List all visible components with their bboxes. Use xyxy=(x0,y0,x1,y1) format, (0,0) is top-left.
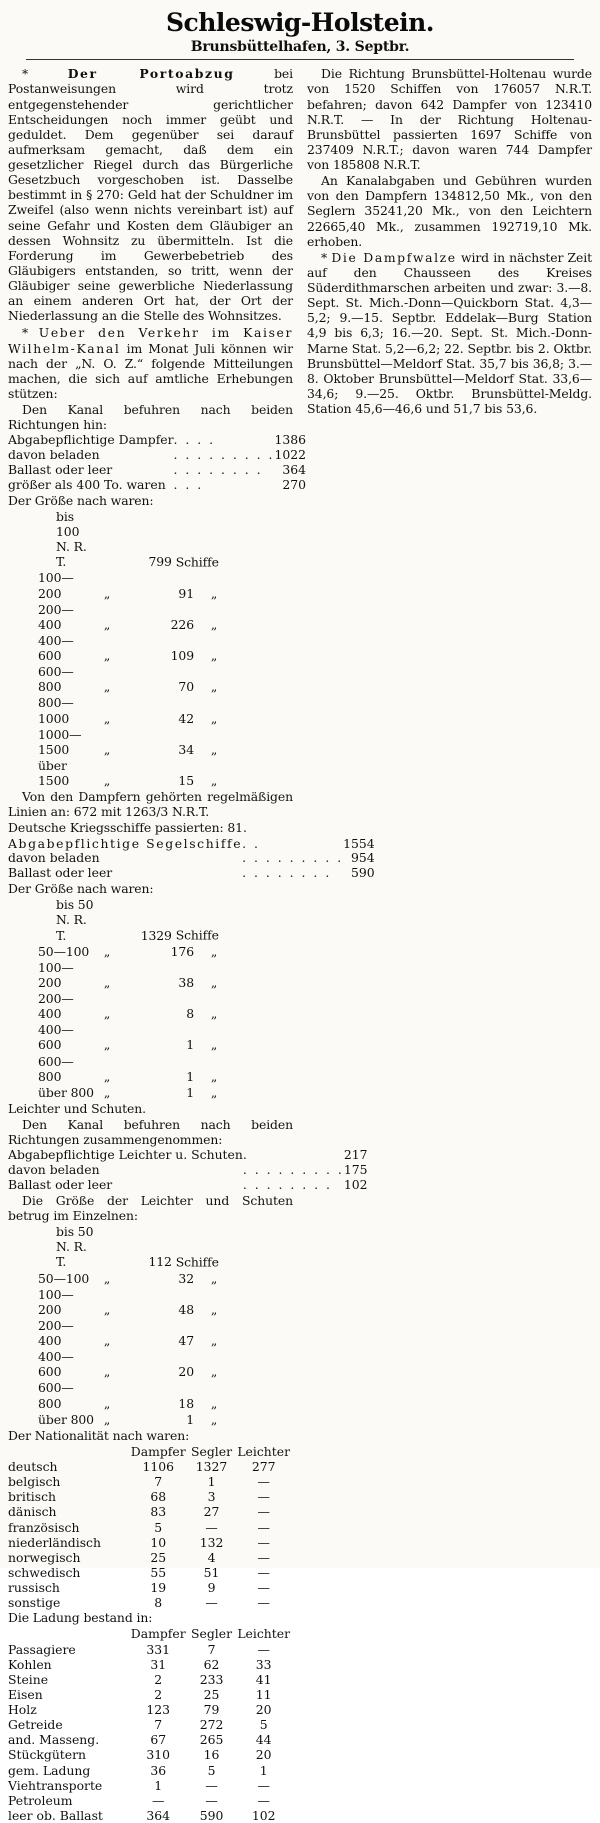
range-label: 100—200 xyxy=(38,959,74,990)
row-label: Ballast oder leer xyxy=(8,462,113,477)
leader-dots: . . . . . . . . xyxy=(242,866,332,881)
cell-value: — xyxy=(257,1564,270,1580)
table-row xyxy=(8,1702,293,1717)
cell-value: 123 xyxy=(146,1702,171,1717)
table-row xyxy=(8,1808,293,1823)
table-row xyxy=(8,1717,293,1732)
groesse-heading-1: Der Größe nach waren: xyxy=(8,492,154,508)
cell-value: 67 xyxy=(150,1732,167,1748)
cell-label: and. Masseng. xyxy=(8,1732,100,1748)
ditto-mark: „ xyxy=(210,710,218,726)
cell-label: Passagiere xyxy=(8,1641,76,1657)
column-header: Segler xyxy=(191,1443,233,1459)
range-value: 48 xyxy=(178,1301,194,1317)
list-item xyxy=(8,633,293,663)
ditto-mark: „ xyxy=(210,1333,218,1348)
column-header: Leichter xyxy=(237,1626,291,1642)
cell-value: — xyxy=(257,1504,270,1520)
range-label: 400—600 xyxy=(38,1349,74,1380)
cell-value: 8 xyxy=(154,1595,163,1611)
list-item xyxy=(8,570,293,600)
ditto-mark: „ xyxy=(103,741,111,757)
paragraph-kanalabgaben: An Kanalabgaben und Gebühren wurden von den Dampfern 134812,50 Mk., von den Seglern 35241,20 Mk., von den Leichtern 22665,40 Mk., zusammen 192719,10 Mk. erhoben. xyxy=(307,173,592,249)
intro-line: Den Kanal befuhren nach beiden Richtungen hin: xyxy=(8,402,293,433)
cell-label: russisch xyxy=(8,1580,60,1595)
table-row xyxy=(8,1580,293,1595)
cell-label: dänisch xyxy=(8,1504,57,1520)
dateline: Brunsbüttelhafen, 3. Septbr. xyxy=(190,39,410,56)
cell-value: 51 xyxy=(203,1564,220,1580)
range-label: 800—1000 xyxy=(38,695,74,726)
table-row xyxy=(8,1793,293,1808)
groesse-first-1 xyxy=(8,509,293,570)
cell-value: 132 xyxy=(199,1534,224,1550)
range-value: 1 xyxy=(186,1037,194,1053)
ditto-mark: „ xyxy=(210,1411,218,1427)
table-row xyxy=(8,1732,293,1747)
cell-value: — xyxy=(257,1792,270,1808)
cell-value: — xyxy=(205,1595,218,1611)
ditto-mark: „ xyxy=(210,585,218,601)
ditto-mark: „ xyxy=(210,616,218,632)
cell-value: 83 xyxy=(150,1504,167,1520)
range-label: bis 50 N. R. T. xyxy=(56,897,94,943)
ditto-mark: „ xyxy=(103,616,111,632)
range-value: 1 xyxy=(186,1068,194,1084)
note-regular-lines: Von den Dampfern gehörten regelmäßigen Linien an: 672 mit 1263/3 N.R.T. xyxy=(8,789,293,820)
cell-value: 7 xyxy=(154,1474,163,1490)
ditto-mark: „ xyxy=(210,1364,218,1380)
article-marker: * xyxy=(22,66,29,82)
table-row xyxy=(8,448,306,463)
range-unit: Schiffe xyxy=(175,927,219,943)
ditto-mark: „ xyxy=(210,1006,218,1022)
cell-label: norwegisch xyxy=(8,1549,81,1565)
range-value: 91 xyxy=(178,585,194,601)
cell-value: 79 xyxy=(203,1702,220,1717)
list-item xyxy=(8,944,293,959)
cell-label: Holz xyxy=(8,1702,37,1717)
cell-value: 5 xyxy=(259,1717,268,1733)
cell-value: 25 xyxy=(203,1686,220,1702)
cell-value: — xyxy=(257,1641,270,1657)
row-label: davon beladen xyxy=(8,447,100,463)
range-label: 400—600 xyxy=(38,1022,74,1053)
column-container xyxy=(0,66,600,1823)
list-item xyxy=(8,1349,293,1379)
article2-heading: Ueber den Verkehr im Kaiser Wilhelm-Kanal xyxy=(8,325,293,356)
range-value: 1 xyxy=(186,1411,194,1427)
cell-value: 68 xyxy=(150,1489,167,1505)
groesse-first-2 xyxy=(8,897,293,942)
article2-body: im Monat Juli können wir nach der „N. O. Z.“ folgende Mitteilungen machen, die sich auf amtliche Erhebungen stützen: xyxy=(8,340,293,401)
cell-value: 7 xyxy=(207,1641,216,1657)
cell-value: 4 xyxy=(207,1549,216,1565)
ladung-table xyxy=(8,1626,293,1823)
range-label: über 800 xyxy=(38,1411,94,1427)
ditto-mark: „ xyxy=(103,773,111,788)
cell-label: Kohlen xyxy=(8,1656,52,1672)
groesse-rows-1 xyxy=(8,570,293,788)
list-item xyxy=(8,1022,293,1052)
article-portoabzug xyxy=(8,66,293,323)
nationality-table xyxy=(8,1444,293,1610)
ditto-mark: „ xyxy=(103,1364,111,1380)
cell-value: 272 xyxy=(199,1717,224,1733)
row-label: Ballast oder leer xyxy=(8,1177,113,1192)
table-row xyxy=(8,1535,293,1550)
range-value: 32 xyxy=(178,1270,194,1286)
cell-label: französisch xyxy=(8,1519,80,1535)
list-item xyxy=(8,1085,293,1100)
cell-value: 1327 xyxy=(195,1459,228,1474)
cell-value: 20 xyxy=(255,1702,272,1717)
range-value: 1 xyxy=(186,1084,194,1100)
article3-body: wird in nächster Zeit auf den Chausseen des Kreises Süderdithmarschen arbeiten und zwar: 3.—8. Sept. St. Mich.-Donn—Quickborn Stat. 4,3—5,2; 9.—15. Septbr. Eddelak—Burg Station 4,9 bis 6,3; 16.—20. Sept. St. Mich.-Donn-Marne Stat. 5,2—6,2; 22. Septbr. bis 2. Oktbr. Brunsbüttel—Meldorf Stat. 35,7 bis 36,8; 3.—8. Oktober Brunsbüttel—Meldorf Stat. 33,6—34,6; 9.—25. Oktbr. Brunsbüttel-Meldg. Station 45,6—46,6 und 51,7 bis 53,6. xyxy=(307,249,592,416)
cell-label: sonstige xyxy=(8,1595,61,1611)
cell-value: 590 xyxy=(199,1807,224,1823)
list-item xyxy=(8,727,293,757)
cell-label: belgisch xyxy=(8,1474,61,1490)
cell-value: 33 xyxy=(255,1656,272,1672)
table-row xyxy=(8,463,306,478)
leader-dots: . . xyxy=(242,836,260,851)
cell-value: 7 xyxy=(154,1717,163,1733)
ditto-mark: „ xyxy=(103,585,111,601)
cell-label: Viehtransporte xyxy=(8,1777,103,1793)
ditto-mark: „ xyxy=(103,1084,111,1100)
ditto-mark: „ xyxy=(103,1411,111,1427)
ditto-mark: „ xyxy=(210,1037,218,1053)
cell-value: 41 xyxy=(255,1671,272,1687)
cell-value: 31 xyxy=(150,1656,167,1672)
header-divider xyxy=(26,59,574,60)
ditto-mark: „ xyxy=(103,1006,111,1022)
cell-value: — xyxy=(257,1549,270,1565)
column-header: Segler xyxy=(191,1626,233,1642)
table-row xyxy=(8,1550,293,1565)
range-label: 600—800 xyxy=(38,1053,74,1084)
row-value: 217 xyxy=(343,1147,368,1163)
list-item xyxy=(8,602,293,632)
leichter-intro: Den Kanal befuhren nach beiden Richtungen zusammengenommen: xyxy=(8,1117,293,1148)
article-lead-phrase: Der Portoabzug xyxy=(67,66,235,82)
article3-marker: * xyxy=(321,249,328,265)
range-value: 1329 xyxy=(140,927,172,943)
groesse-rows-2 xyxy=(8,944,293,1100)
table-row xyxy=(8,1504,293,1519)
ditto-mark: „ xyxy=(210,741,218,757)
cell-value: — xyxy=(257,1580,270,1595)
groesse-heading-3: Die Größe der Leichter und Schuten betrug im Einzelnen: xyxy=(8,1192,293,1223)
range-value: 226 xyxy=(170,616,194,632)
row-value: 1022 xyxy=(274,447,307,463)
cell-value: 331 xyxy=(146,1641,171,1657)
article-body: bei Postanweisungen wird trotz entgegenstehender gerichtlicher Entscheidungen noch immer geübt und geduldet. Dem gegenüber sei darauf aufmerksam gemacht, daß dem ein gesetzlicher Riegel durch das Bürgerliche Gesetzbuch vorgeschoben ist. Dasselbe bestimmt in § 270: Geld hat der Schuldner im Zweifel (also wenn nichts vereinbart ist) auf seine Gefahr und Kosten dem Gläubiger an dessen Wohnsitz zu übermitteln. Ist die Forderung im Gewerbebetrieb des Gläubigers entstanden, so tritt, wenn der Gläubiger seine gewerbliche Niederlassung an einem anderen Ort hat, der Ort der Niederlassung an die Stelle des Wohnsitzes. xyxy=(8,66,294,324)
cell-label: deutsch xyxy=(8,1459,58,1474)
leader-dots: . . . . . . . . . xyxy=(173,448,275,463)
column-header: Dampfer xyxy=(130,1443,186,1459)
list-item xyxy=(8,991,293,1021)
row-value: 590 xyxy=(351,865,375,881)
cell-value: 364 xyxy=(146,1807,171,1823)
right-column xyxy=(307,66,592,1823)
article-kanalverkehr xyxy=(8,325,293,401)
list-item xyxy=(8,758,293,788)
range-value: 799 xyxy=(148,554,172,570)
range-value: 70 xyxy=(178,679,194,695)
table-row xyxy=(8,1474,293,1489)
cell-value: 5 xyxy=(154,1519,163,1535)
cell-label: Stückgütern xyxy=(8,1747,87,1763)
groesse-heading-2: Der Größe nach waren: xyxy=(8,881,154,897)
row-value: 175 xyxy=(343,1162,368,1178)
cell-value: — xyxy=(257,1534,270,1550)
range-label: 50—100 xyxy=(38,1270,90,1286)
dampfer-table xyxy=(8,433,306,493)
row-label: Abgabepflichtige Dampfer xyxy=(8,432,174,448)
cell-value: 102 xyxy=(251,1807,276,1823)
list-item xyxy=(8,1271,293,1286)
masthead xyxy=(0,0,600,55)
list-item xyxy=(8,1380,293,1410)
list-item xyxy=(8,664,293,694)
cell-value: — xyxy=(205,1792,218,1808)
table-row xyxy=(8,1657,293,1672)
range-value: 47 xyxy=(178,1333,194,1348)
cell-label: niederländisch xyxy=(8,1534,101,1550)
row-value: 954 xyxy=(351,850,375,866)
cell-label: Petroleum xyxy=(8,1792,73,1808)
article2-marker: * xyxy=(22,325,29,341)
ditto-mark: „ xyxy=(210,943,218,959)
row-value: 102 xyxy=(343,1177,368,1192)
list-item xyxy=(8,695,293,725)
table-row xyxy=(8,1520,293,1535)
range-label: 100— 200 xyxy=(38,570,74,601)
ditto-mark: „ xyxy=(103,943,111,959)
row-label: davon beladen xyxy=(8,1162,100,1178)
ditto-mark: „ xyxy=(103,1037,111,1053)
range-value: 8 xyxy=(186,1006,194,1022)
cell-value: — xyxy=(257,1519,270,1535)
cell-value: 44 xyxy=(255,1732,272,1748)
cell-label: schwedisch xyxy=(8,1564,81,1580)
range-value: 15 xyxy=(178,773,194,788)
groesse-first-3 xyxy=(8,1224,293,1269)
ditto-mark: „ xyxy=(210,974,218,990)
table-row xyxy=(8,1642,293,1657)
list-item xyxy=(8,1412,293,1427)
cell-label: gem. Ladung xyxy=(8,1762,91,1778)
note-warships: Deutsche Kriegsschiffe passierten: 81. xyxy=(8,820,247,836)
range-value: 18 xyxy=(178,1395,194,1411)
ditto-mark: „ xyxy=(210,1270,218,1286)
ditto-mark: „ xyxy=(210,679,218,695)
list-item xyxy=(8,1287,293,1317)
cell-value: — xyxy=(257,1595,270,1611)
row-label: Abgabepflichtige Segelschiffe xyxy=(8,835,243,851)
leader-dots: . xyxy=(242,1148,249,1163)
ditto-mark: „ xyxy=(210,1301,218,1317)
cell-value: 55 xyxy=(150,1564,167,1580)
cell-value: 3 xyxy=(207,1489,216,1505)
range-label: über 1500 xyxy=(38,757,70,788)
cell-value: 36 xyxy=(150,1762,167,1778)
row-label: größer als 400 To. waren xyxy=(8,476,166,492)
range-label: über 800 xyxy=(38,1084,94,1100)
range-label: 1000—1500 xyxy=(38,726,82,757)
ditto-mark: „ xyxy=(103,974,111,990)
table-header-row xyxy=(8,1626,293,1641)
cell-value: 11 xyxy=(255,1686,272,1702)
nationality-title: Der Nationalität nach waren: xyxy=(8,1427,190,1443)
ditto-mark: „ xyxy=(210,648,218,663)
ditto-mark: „ xyxy=(103,1270,111,1286)
ditto-mark: „ xyxy=(103,1301,111,1317)
row-value: 1386 xyxy=(274,432,307,448)
table-row xyxy=(8,1687,293,1702)
range-value: 176 xyxy=(170,943,194,959)
article-dampfwalze xyxy=(307,250,592,416)
article3-lead-phrase: Die Dampfwalze xyxy=(331,249,457,265)
cell-value: 1 xyxy=(207,1474,216,1490)
leader-dots: . . . . . . . . . xyxy=(242,1163,344,1178)
list-item xyxy=(8,1054,293,1084)
ditto-mark: „ xyxy=(210,773,218,788)
range-label: 200—400 xyxy=(38,991,74,1022)
cell-value: — xyxy=(205,1519,218,1535)
table-row xyxy=(8,433,306,448)
leader-dots: . . . . . . . . xyxy=(173,463,263,477)
row-value: 1554 xyxy=(343,835,375,851)
leader-dots: . . . . xyxy=(173,433,216,448)
range-label: bis 50 N. R. T. xyxy=(56,1224,94,1270)
cell-value: — xyxy=(257,1777,270,1793)
leichter-heading: Leichter und Schuten. xyxy=(8,1100,146,1116)
range-value: 20 xyxy=(178,1364,194,1380)
column-header: Dampfer xyxy=(130,1626,186,1642)
table-header-row xyxy=(8,1444,293,1459)
row-label: Abgabepflichtige Leichter u. Schuten xyxy=(8,1147,243,1163)
leader-dots: . . . . . . . . xyxy=(242,1178,332,1192)
paragraph-richtung: Die Richtung Brunsbüttel-Holtenau wurde von 1520 Schiffen von 176057 N.R.T. befahren; davon 642 Dampfer von 123410 N.R.T. — In der Richtung Holtenau-Brunsbüttel passierten 1697 Schiffe von 237409 N.R.T.; davon waren 744 Dampfer von 185808 N.R.T. xyxy=(307,66,592,172)
cell-value: 310 xyxy=(146,1747,171,1763)
range-label: 200— 400 xyxy=(38,601,74,632)
cell-value: 62 xyxy=(203,1656,220,1672)
ditto-mark: „ xyxy=(103,1068,111,1084)
range-label: 600— 800 xyxy=(38,664,74,695)
cell-value: — xyxy=(257,1489,270,1505)
range-label: 600—800 xyxy=(38,1380,74,1411)
cell-value: 1 xyxy=(259,1762,268,1778)
column-header: Leichter xyxy=(237,1443,291,1459)
range-unit: Schiffe xyxy=(175,554,219,570)
table-row xyxy=(8,1672,293,1687)
range-label: bis 100 N. R. T. xyxy=(56,508,87,570)
cell-value: 1 xyxy=(154,1777,163,1793)
table-row xyxy=(8,1747,293,1762)
table-row xyxy=(8,1459,293,1474)
row-value: 270 xyxy=(282,476,307,492)
cell-value: 233 xyxy=(199,1671,224,1687)
range-unit: Schiffe xyxy=(175,1254,219,1270)
cell-value: 9 xyxy=(207,1580,216,1595)
table-row xyxy=(8,1595,293,1610)
range-value: 34 xyxy=(178,741,194,757)
list-item xyxy=(8,960,293,990)
groesse-rows-3 xyxy=(8,1271,293,1427)
left-column xyxy=(8,66,375,1823)
row-value: 364 xyxy=(282,462,307,477)
cell-label: Getreide xyxy=(8,1717,63,1733)
ditto-mark: „ xyxy=(210,1395,218,1411)
range-value: 42 xyxy=(178,710,194,726)
row-label: davon beladen xyxy=(8,850,100,866)
table-row xyxy=(8,478,306,493)
range-label: 400— 600 xyxy=(38,632,74,663)
cell-value: 19 xyxy=(150,1580,167,1595)
cell-value: 277 xyxy=(251,1459,276,1474)
range-label: 50—100 xyxy=(38,943,90,959)
leader-dots: . . . xyxy=(173,477,204,492)
range-value: 109 xyxy=(170,648,194,663)
cell-value: 2 xyxy=(154,1686,163,1702)
range-label: 100—200 xyxy=(38,1286,74,1317)
ditto-mark: „ xyxy=(103,679,111,695)
cell-value: — xyxy=(152,1792,165,1808)
cell-value: 25 xyxy=(150,1549,167,1565)
cell-label: leer ob. Ballast xyxy=(8,1807,103,1823)
cell-value: 5 xyxy=(207,1762,216,1778)
cell-value: 265 xyxy=(199,1732,224,1748)
ditto-mark: „ xyxy=(210,1084,218,1100)
leader-dots: . . . . . . . . . xyxy=(242,851,344,866)
cell-value: 10 xyxy=(150,1534,167,1550)
ditto-mark: „ xyxy=(210,1068,218,1084)
ditto-mark: „ xyxy=(103,1333,111,1348)
page-title: Schleswig-Holstein. xyxy=(165,8,434,37)
cell-value: 16 xyxy=(203,1747,220,1763)
cell-label: britisch xyxy=(8,1489,57,1505)
ditto-mark: „ xyxy=(103,710,111,726)
table-row xyxy=(8,1565,293,1580)
cell-label: Steine xyxy=(8,1671,49,1687)
ladung-title: Die Ladung bestand in: xyxy=(8,1610,153,1626)
cell-value: 1106 xyxy=(142,1459,174,1474)
row-label: Ballast oder leer xyxy=(8,865,113,881)
cell-value: — xyxy=(257,1474,270,1490)
cell-value: 2 xyxy=(154,1671,163,1687)
range-value: 112 xyxy=(148,1254,172,1270)
cell-label: Eisen xyxy=(8,1686,43,1702)
range-value: 38 xyxy=(178,974,194,990)
table-row xyxy=(8,1763,293,1778)
cell-value: 20 xyxy=(255,1747,272,1763)
list-item xyxy=(8,1318,293,1348)
ditto-mark: „ xyxy=(103,1395,111,1411)
cell-value: 27 xyxy=(203,1504,220,1520)
range-label: 200—400 xyxy=(38,1317,74,1348)
ditto-mark: „ xyxy=(103,648,111,663)
table-row xyxy=(8,1489,293,1504)
table-row xyxy=(8,1778,293,1793)
cell-value: — xyxy=(205,1777,218,1793)
